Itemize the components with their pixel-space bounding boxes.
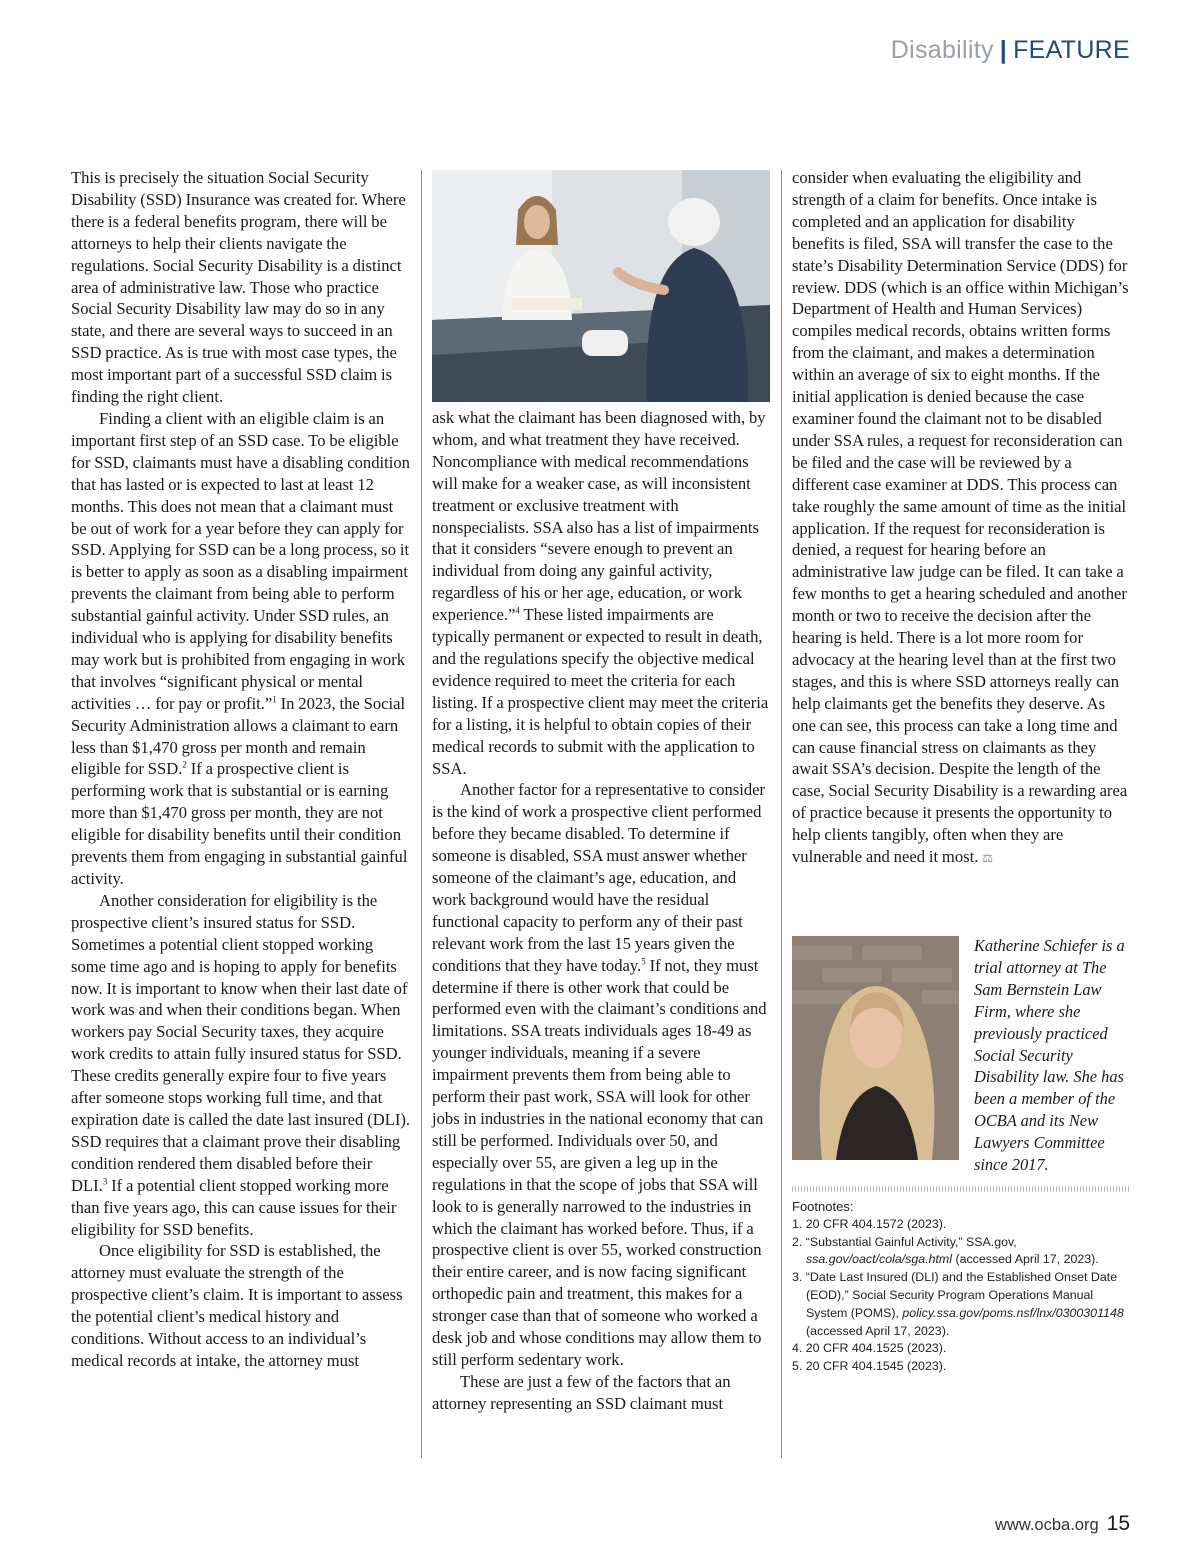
author-bio: Katherine Schiefer is a trial attorney at The Sam Bernstein Law Firm, where she previously practiced Social Security Disability law. She has been a member of the OCBA and its New Lawyers Committee since 2017. bbox=[974, 936, 1125, 1175]
page-number: 15 bbox=[1106, 1512, 1130, 1535]
paragraph: This is precisely the situation Social Security Disability (SSD) Insurance was created for. Where there is a federal benefits program, there will be attorneys to help their clients navigate the regulations. Social Security Disability is a distinct area of administrative law. Those who practice Social Security Disability law may do so in any state, and there are several ways to succeed in an SSD practice. As is true with most case types, the most important part of a successful SSD claim is finding the right client. bbox=[71, 168, 406, 407]
footnote-item: 1. 20 CFR 404.1572 (2023). bbox=[792, 1216, 947, 1231]
footnote-ref: 1 bbox=[272, 694, 277, 705]
footnote-item: 3. “Date Last Insured (DLI) and the Established Onset Date (EOD),” Social Security Program Operations Manual System (POMS), policy.ssa.gov/poms.nsf/lnx/0300301148 (accessed April 17, 2023). bbox=[792, 1270, 1124, 1338]
page-header bbox=[891, 36, 1130, 65]
column-divider bbox=[781, 170, 782, 1458]
website-url: www.ocba.org bbox=[995, 1516, 1099, 1534]
paragraph: Finding a client with an eligible claim is an important first step of an SSD case. To be eligible for SSD, claimants must have a disabling condition that has lasted or is expected to last at least 12 months. This does not mean that a claimant must be out of work for a year before they can apply for SSD. Applying for SSD can be a long process, so it is better to apply as soon as a disabling impairment prevents the claimant from being able to perform substantial gainful activity. Under SSD rules, an individual who is applying for disability benefits may work but is prohibited from engaging in work that involves “significant physical or mental activities … for pay or profit.”$^1$ In 2023, the Social Security Administration allows a claimant to earn less than $1,470 gross per month and remain eligible for SSD.$^2$ If a prospective client is performing work that is substantial or is earning more than $1,470 gross per month, they are not eligible for disability benefits until their condition prevents them from engaging in substantial gainful activity. bbox=[71, 408, 410, 888]
paragraph: Another factor for a representative to consider is the kind of work a prospective client performed before they became disabled. To determine if someone is disabled, SSA must answer whether someone of the claimant’s age, education, and work background would have the residual functional capacity to perform any of their past relevant work from the last 15 years given the conditions that they have today.$^5$ If not, they must determine if there is other work that could be performed even with the claimant’s conditions and limitations. SSA treats individuals ages 18-49 as younger individuals, meaning if a severe impairment prevents them from being able to perform their past work, SSA will look for other jobs in industries in the national economy that can still be performed. Individuals over 50, and especially over 55, are given a leg up in the regulations in that the scope of jobs that SSA will look to is generally narrowed to the industries in which the claimant has worked before. Thus, if a prospective client is over 55, worked construction their entire career, and is now facing significant orthopedic pain and treatment, this makes for a stronger case than that of someone who worked a desk job and whose conditions may allow them to still perform sedentary work. bbox=[432, 780, 767, 1369]
section-label: Disability bbox=[890, 36, 994, 64]
footnote-ref: 5 bbox=[641, 956, 646, 967]
article-column-2 bbox=[432, 167, 770, 1415]
page-footer bbox=[995, 1512, 1130, 1536]
footnote-item: 2. “Substantial Gainful Activity,” SSA.gov, ssa.gov/oact/cola/sga.html (accessed April 17, 2023). bbox=[792, 1234, 1099, 1267]
footnote-item: 4. 20 CFR 404.1525 (2023). bbox=[792, 1341, 947, 1356]
author-photo bbox=[792, 936, 959, 1160]
footnote-ref: 2 bbox=[182, 759, 187, 770]
article-column-3 bbox=[792, 167, 1130, 870]
header-separator: | bbox=[999, 36, 1008, 64]
paragraph: ask what the claimant has been diagnosed with, by whom, and what treatment they have received. Noncompliance with medical recommendations will make for a weaker case, as will inconsistent treatment or exclusive treatment with nonspecialists. SSA also has a list of impairments that it considers “severe enough to prevent an individual from doing any gainful activity, regardless of his or her age, education, or work experience.”$^4$ These listed impairments are typically permanent or expected to result in death, and the regulations specify the objective medical evidence required to meet the criteria for each listing. If a prospective client may meet the criteria for a listing, it is helpful to obtain copies of their medical records to submit with the application to SSA. bbox=[432, 408, 769, 778]
feature-label: FEATURE bbox=[1013, 36, 1130, 64]
paragraph: Another consideration for eligibility is the prospective client’s insured status for SSD. Sometimes a potential client stopped working some time ago and is hoping to apply for benefits now. It is important to know when their last date of work was and when their conditions began. When workers pay Social Security taxes, they acquire work credits to attain fully insured status for SSD. These credits generally expire four to five years after someone stops working full time, and that expiration date is called the date last insured (DLI). SSD requires that a claimant prove their disabling condition rendered them disabled before their DLI.$^3$ If a potential client stopped working more than five years ago, this can cause issues for their eligibility for SSD benefits. bbox=[71, 890, 411, 1239]
footnote-link: ssa.gov/oact/cola/sga.html bbox=[806, 1252, 953, 1267]
footnotes-divider bbox=[792, 1186, 1130, 1192]
article-column-1 bbox=[71, 167, 411, 1372]
footnote-link: policy.ssa.gov/poms.nsf/lnx/0300301148 bbox=[902, 1305, 1124, 1320]
footnote-ref: 4 bbox=[515, 605, 520, 616]
footnote-item: 5. 20 CFR 404.1545 (2023). bbox=[792, 1359, 947, 1374]
footnotes-heading: Footnotes: bbox=[792, 1199, 854, 1214]
paragraph: These are just a few of the factors that an attorney representing an SSD claimant must bbox=[432, 1371, 731, 1413]
paragraph: Once eligibility for SSD is established, the attorney must evaluate the strength of the prospective client’s claim. It is important to assess the potential client’s medical history and conditions. Without access to an individual’s medical records at intake, the attorney must bbox=[71, 1241, 403, 1370]
scales-icon: ⚖ bbox=[982, 851, 993, 866]
footnote-ref: 3 bbox=[102, 1176, 108, 1187]
author-portrait bbox=[792, 936, 959, 1160]
column-divider bbox=[421, 170, 422, 1458]
footnotes bbox=[792, 1198, 1130, 1376]
paragraph: consider when evaluating the eligibility and strength of a claim for benefits. Once intake is completed and an application for disability benefits is filed, SSA will transfer the case to the state’s Disability Determination Service (DDS) for review. DDS (which is an office within Michigan’s Department of Health and Human Services) compiles medical records, obtains written forms from the claimant, and makes a determination within an average of six to eight months. If the initial application is denied because the case examiner found the claimant not to be disabled under SSA rules, a request for reconsideration can be filed and the case will be reviewed by a different case examiner at DDS. This process can take roughly the same amount of time as the initial application. If the request for reconsideration is denied, a request for hearing before an administrative law judge can be filed. It can take a few months to get a hearing scheduled and another month or two to receive the decision after the hearing is held. There is a lot more room for advocacy at the hearing level than at the first two stages, and this is where SSD attorneys really can help claimants get the benefits they deserve. As one can see, this process can take a long time and can cause financial stress on claimants as they await SSA’s decision. Despite the length of the case, Social Security Disability is a rewarding area of practice because it presents the opportunity to help clients tangibly, often when they are vulnerable and need it most. ⚖ bbox=[792, 168, 1129, 867]
